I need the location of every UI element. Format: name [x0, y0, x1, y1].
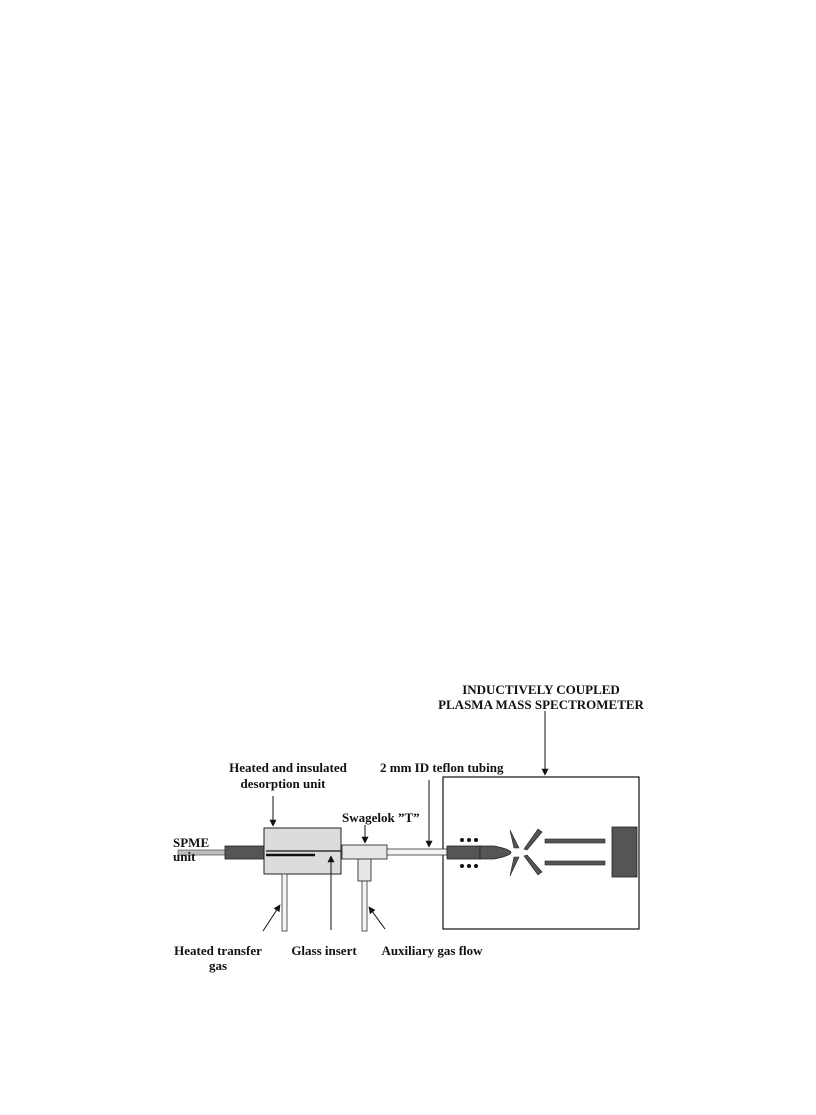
spme-label-line2: unit: [173, 849, 196, 864]
desorption-label-line2: desorption unit: [240, 776, 326, 791]
teflon-tubing: [387, 849, 447, 855]
auxiliary-gas-tube: [362, 881, 367, 931]
spme-holder: [225, 846, 266, 859]
torch-body: [447, 846, 480, 859]
swagelok-label: Swagelok ”T”: [342, 810, 420, 825]
transfer-gas-arrow: [263, 905, 280, 931]
ion-lens-lower: [545, 861, 605, 865]
aux-gas-label: Auxiliary gas flow: [381, 943, 483, 958]
transfer-gas-label-line2: gas: [208, 958, 228, 973]
ion-lens-upper: [545, 839, 605, 843]
icp-label-line1: INDUCTIVELY COUPLED: [462, 682, 620, 697]
glass-insert-label: Glass insert: [291, 943, 357, 958]
spme-label-line1: SPME: [173, 835, 210, 850]
detector: [612, 827, 637, 877]
icp-label-line2: PLASMA MASS SPECTROMETER: [438, 697, 644, 712]
teflon-label: 2 mm ID teflon tubing: [380, 760, 504, 775]
swagelok-t: [342, 845, 387, 859]
desorption-label-line1: Heated and insulated: [229, 760, 347, 775]
swagelok-t-stem: [358, 859, 371, 881]
transfer-gas-label-line1: Heated transfer: [174, 943, 262, 958]
aux-gas-arrow: [369, 907, 385, 929]
transfer-gas-tube: [282, 874, 287, 931]
